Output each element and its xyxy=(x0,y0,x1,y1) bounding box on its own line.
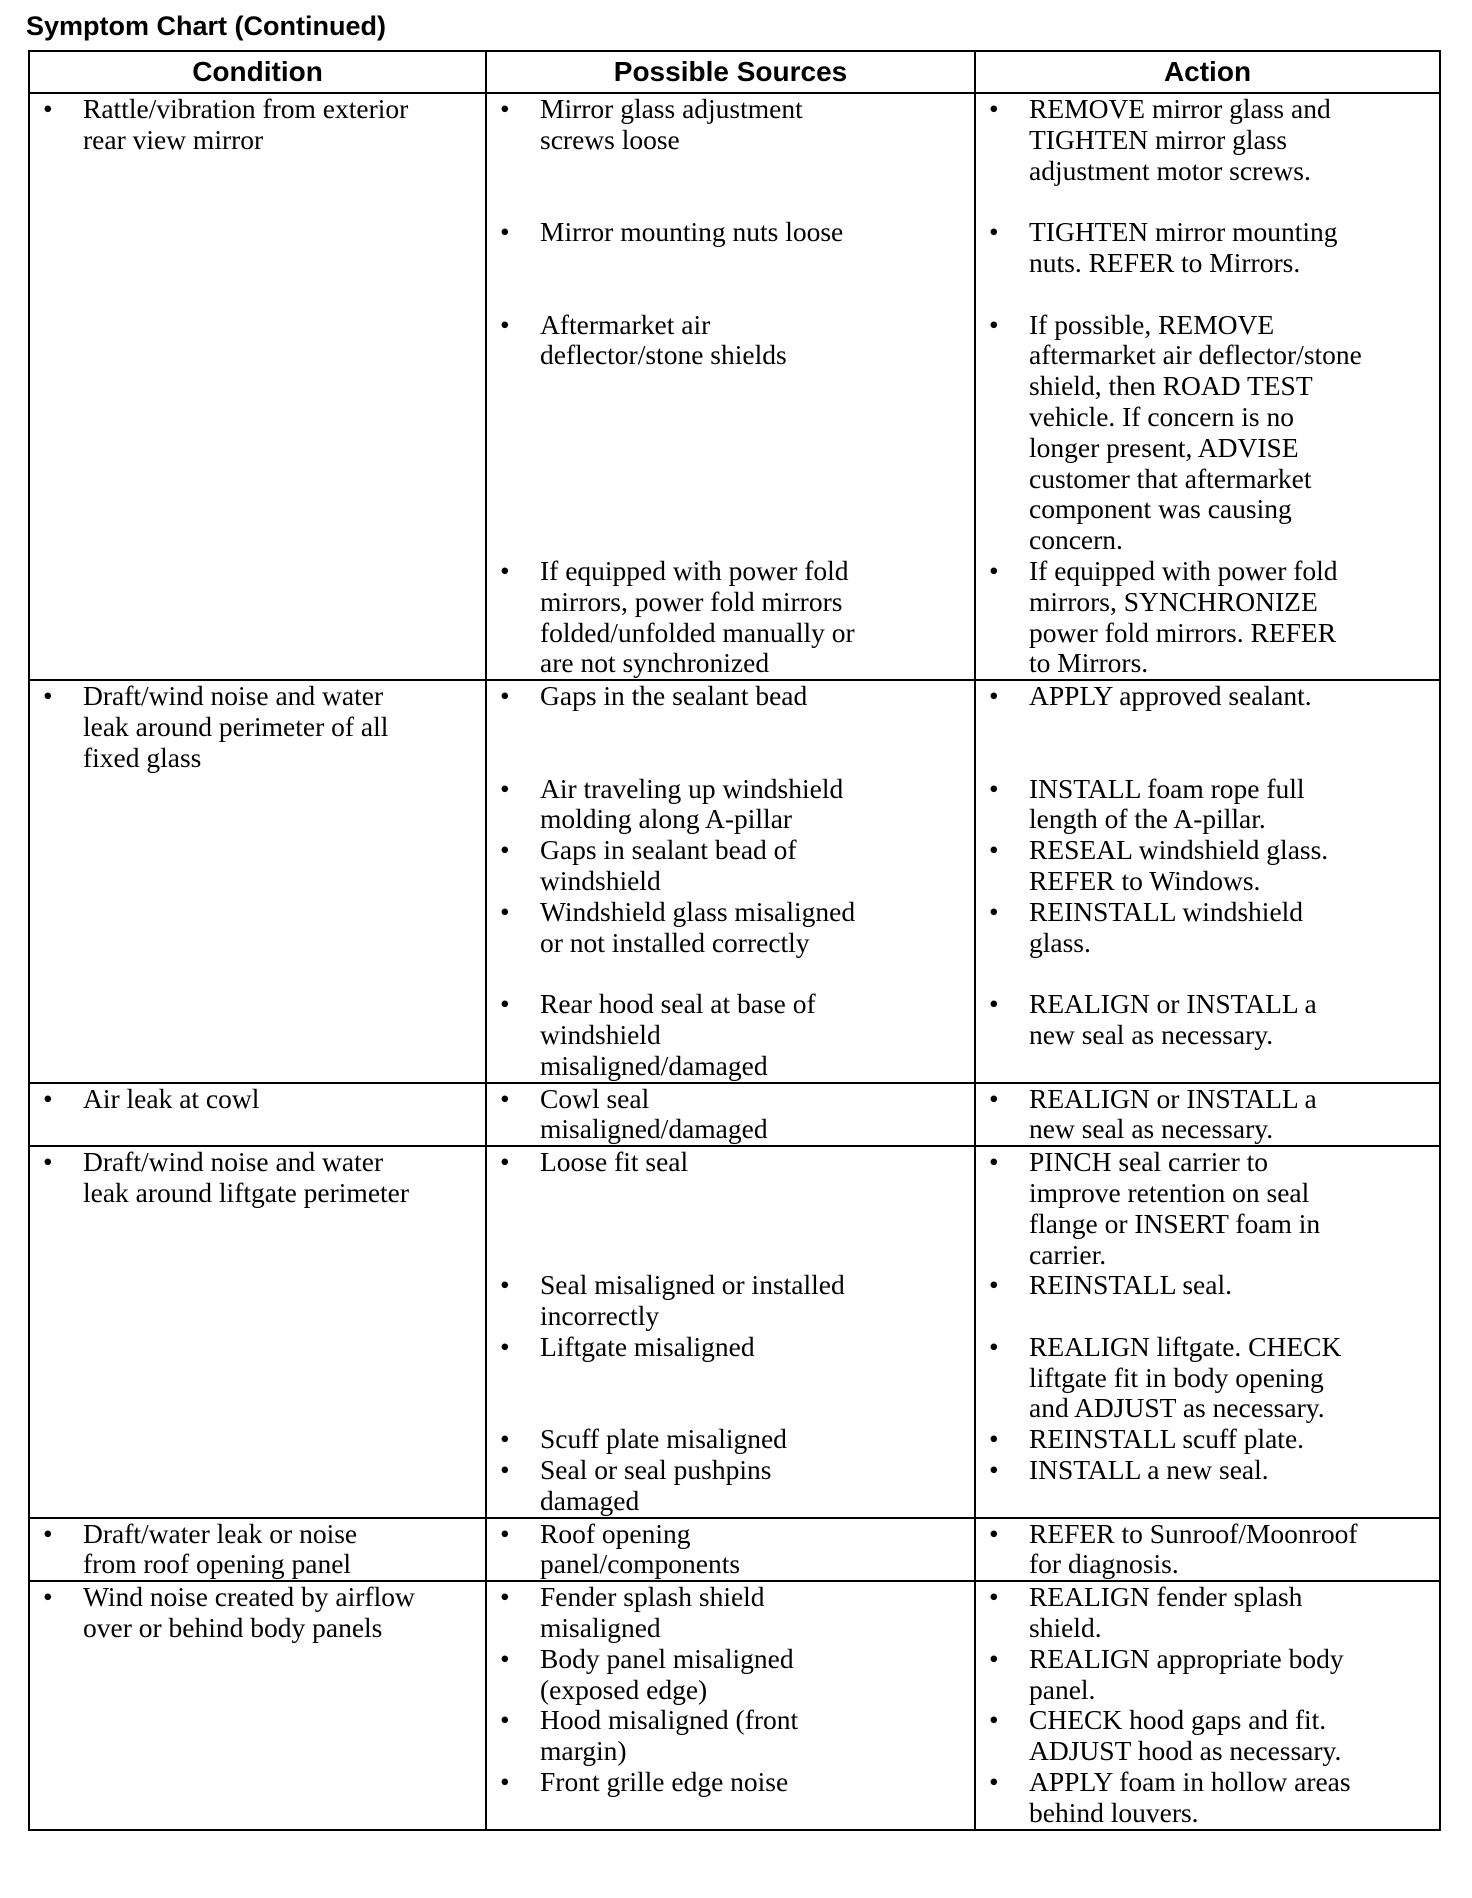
bullet-icon: • xyxy=(43,1082,53,1114)
condition-cell xyxy=(29,1083,486,1147)
bullet-icon: • xyxy=(500,1146,510,1178)
source-entry-text: Aftermarket air deflector/stone shields xyxy=(540,308,787,371)
action-entry-text: INSTALL foam rope full length of the A-pillar. xyxy=(1029,772,1305,835)
source-entry xyxy=(487,556,974,679)
bullet-icon: • xyxy=(500,93,510,124)
bullet-icon: • xyxy=(989,308,999,340)
source-entry xyxy=(487,1582,974,1644)
action-entry-text: If equipped with power fold mirrors, SYNCHRONIZE power fold mirrors. REFER to Mirrors. xyxy=(1029,554,1338,679)
action-cell xyxy=(975,1518,1440,1582)
source-entry xyxy=(487,1455,974,1517)
possible-sources-cell xyxy=(486,680,975,1082)
condition-entry-text: Air leak at cowl xyxy=(83,1082,260,1114)
action-entry-text: TIGHTEN mirror mounting nuts. REFER to Mirrors. xyxy=(1029,216,1338,278)
bullet-icon: • xyxy=(989,1766,999,1798)
source-entry-text: Mirror glass adjustment screws loose xyxy=(540,93,803,155)
bullet-icon: • xyxy=(989,1423,999,1455)
source-entry xyxy=(487,1147,974,1270)
action-entry-text: REALIGN liftgate. CHECK liftgate fit in body opening and ADJUST as necessary. xyxy=(1029,1330,1342,1424)
action-entry-text: REALIGN or INSTALL a new seal as necessary. xyxy=(1029,1082,1317,1145)
bullet-icon: • xyxy=(43,1146,53,1178)
source-entry-text: Hood misaligned (front margin) xyxy=(540,1704,799,1767)
page-title: Symptom Chart (Continued) xyxy=(26,11,386,41)
symptom-chart-table xyxy=(28,50,1441,1831)
action-entry-text: If possible, REMOVE aftermarket air deflector/stone shield, then ROAD TEST vehicle. If concern is no longer present, ADVISE customer that aftermarket component was causing concern. xyxy=(1029,308,1362,556)
bullet-icon: • xyxy=(43,1581,53,1613)
source-entry xyxy=(487,1767,974,1829)
action-entry xyxy=(976,835,1439,897)
condition-entry xyxy=(30,1582,485,1644)
action-entry-text: APPLY approved sealant. xyxy=(1029,680,1312,712)
condition-entry xyxy=(30,1147,485,1209)
source-entry xyxy=(487,774,974,836)
condition-entry-text: Wind noise created by airflow over or behind body panels xyxy=(83,1581,415,1644)
condition-cell xyxy=(29,680,486,1082)
source-entry xyxy=(487,1519,974,1581)
condition-cell xyxy=(29,1146,486,1518)
condition-cell xyxy=(29,1581,486,1829)
bullet-icon: • xyxy=(500,1082,510,1114)
source-entry-text: Cowl seal misaligned/damaged xyxy=(540,1082,768,1145)
table-row xyxy=(29,1581,1440,1829)
bullet-icon: • xyxy=(989,1082,999,1114)
bullet-icon: • xyxy=(989,1146,999,1178)
action-entry xyxy=(976,1332,1439,1424)
source-entry xyxy=(487,310,974,556)
table-row xyxy=(29,93,1440,680)
source-entry xyxy=(487,217,974,309)
bullet-icon: • xyxy=(43,1517,53,1549)
bullet-icon: • xyxy=(500,1766,510,1798)
source-entry-text: Scuff plate misaligned xyxy=(540,1423,787,1455)
table-row xyxy=(29,1083,1440,1147)
bullet-icon: • xyxy=(500,216,510,248)
action-entry-text: REINSTALL seal. xyxy=(1029,1269,1232,1301)
bullet-icon: • xyxy=(500,1704,510,1736)
bullet-icon: • xyxy=(989,1454,999,1486)
bullet-icon: • xyxy=(989,772,999,804)
bullet-icon: • xyxy=(500,772,510,804)
action-cell xyxy=(975,1581,1440,1829)
action-entry-text: REALIGN fender splash shield. xyxy=(1029,1581,1303,1644)
bullet-icon: • xyxy=(500,1642,510,1674)
header-action: Action xyxy=(975,51,1440,93)
source-entry xyxy=(487,1644,974,1706)
source-entry xyxy=(487,897,974,989)
action-entry xyxy=(976,1455,1439,1517)
table-row xyxy=(29,1146,1440,1518)
source-entry-text: Mirror mounting nuts loose xyxy=(540,216,844,248)
possible-sources-cell xyxy=(486,1083,975,1147)
source-entry xyxy=(487,1424,974,1455)
condition-entry xyxy=(30,681,485,773)
action-entry-text: RESEAL windshield glass. REFER to Windows. xyxy=(1029,834,1329,896)
action-cell xyxy=(975,1146,1440,1518)
bullet-icon: • xyxy=(500,1269,510,1301)
source-entry-text: Front grille edge noise xyxy=(540,1766,789,1798)
bullet-icon: • xyxy=(989,1517,999,1549)
action-cell xyxy=(975,1083,1440,1147)
possible-sources-cell xyxy=(486,1146,975,1518)
bullet-icon: • xyxy=(989,834,999,866)
action-entry-text: REALIGN appropriate body panel. xyxy=(1029,1642,1344,1705)
condition-entry xyxy=(30,94,485,156)
source-entry xyxy=(487,835,974,897)
action-entry xyxy=(976,1147,1439,1270)
bullet-icon: • xyxy=(43,93,53,124)
action-cell xyxy=(975,680,1440,1082)
action-entry-text: REALIGN or INSTALL a new seal as necessary. xyxy=(1029,988,1317,1050)
action-entry xyxy=(976,1519,1439,1581)
bullet-icon: • xyxy=(989,1269,999,1301)
bullet-icon: • xyxy=(989,216,999,248)
bullet-icon: • xyxy=(500,988,510,1020)
action-entry-text: REINSTALL windshield glass. xyxy=(1029,895,1304,958)
source-entry-text: Windshield glass misaligned or not installed correctly xyxy=(540,895,856,958)
bullet-icon: • xyxy=(500,1517,510,1549)
action-entry xyxy=(976,94,1439,217)
action-entry xyxy=(976,1644,1439,1706)
action-entry xyxy=(976,310,1439,556)
bullet-icon: • xyxy=(989,93,999,124)
action-entry xyxy=(976,897,1439,989)
action-entry-text: PINCH seal carrier to improve retention on seal flange or INSERT foam in carrier. xyxy=(1029,1146,1321,1270)
action-entry-text: REMOVE mirror glass and TIGHTEN mirror glass adjustment motor screws. xyxy=(1029,93,1331,186)
condition-entry-text: Draft/water leak or noise from roof opening panel xyxy=(83,1517,358,1580)
bullet-icon: • xyxy=(989,988,999,1020)
bullet-icon: • xyxy=(500,834,510,866)
action-entry xyxy=(976,1767,1439,1829)
action-entry xyxy=(976,1705,1439,1767)
source-entry-text: Loose fit seal xyxy=(540,1146,689,1178)
source-entry xyxy=(487,1705,974,1767)
action-entry-text: CHECK hood gaps and fit. ADJUST hood as necessary. xyxy=(1029,1704,1342,1767)
possible-sources-cell xyxy=(486,1581,975,1829)
source-entry xyxy=(487,989,974,1081)
bullet-icon: • xyxy=(500,308,510,340)
bullet-icon: • xyxy=(989,895,999,927)
source-entry xyxy=(487,681,974,773)
source-entry-text: Seal or seal pushpins damaged xyxy=(540,1454,772,1516)
action-entry xyxy=(976,1270,1439,1332)
possible-sources-cell xyxy=(486,93,975,680)
source-entry-text: Roof opening panel/components xyxy=(540,1517,741,1580)
action-entry-text: INSTALL a new seal. xyxy=(1029,1454,1269,1486)
bullet-icon: • xyxy=(500,1330,510,1362)
bullet-icon: • xyxy=(500,1581,510,1613)
action-entry-text: REINSTALL scuff plate. xyxy=(1029,1423,1305,1455)
action-entry xyxy=(976,1084,1439,1146)
source-entry xyxy=(487,94,974,217)
header-possible-sources: Possible Sources xyxy=(486,51,975,93)
bullet-icon: • xyxy=(43,680,53,712)
condition-entry-text: Draft/wind noise and water leak around perimeter of all fixed glass xyxy=(83,680,389,773)
bullet-icon: • xyxy=(500,554,510,586)
bullet-icon: • xyxy=(989,1581,999,1613)
condition-cell xyxy=(29,1518,486,1582)
source-entry xyxy=(487,1084,974,1146)
condition-cell xyxy=(29,93,486,680)
source-entry-text: Rear hood seal at base of windshield misaligned/damaged xyxy=(540,988,816,1081)
source-entry-text: Fender splash shield misaligned xyxy=(540,1581,765,1644)
action-entry xyxy=(976,217,1439,309)
header-row xyxy=(29,51,1440,93)
action-entry xyxy=(976,1424,1439,1455)
bullet-icon: • xyxy=(989,1330,999,1362)
bullet-icon: • xyxy=(989,554,999,586)
source-entry xyxy=(487,1270,974,1332)
bullet-icon: • xyxy=(989,1704,999,1736)
condition-entry xyxy=(30,1084,485,1115)
source-entry-text: Gaps in sealant bead of windshield xyxy=(540,834,797,896)
table-row xyxy=(29,1518,1440,1582)
table-row xyxy=(29,680,1440,1082)
bullet-icon: • xyxy=(500,1423,510,1455)
action-entry xyxy=(976,1582,1439,1644)
action-entry xyxy=(976,774,1439,836)
source-entry-text: Liftgate misaligned xyxy=(540,1330,755,1362)
condition-entry-text: Draft/wind noise and water leak around liftgate perimeter xyxy=(83,1146,410,1208)
source-entry-text: Seal misaligned or installed incorrectly xyxy=(540,1269,845,1332)
source-entry xyxy=(487,1332,974,1424)
source-entry-text: If equipped with power fold mirrors, power fold mirrors folded/unfolded manually or are not synchronized xyxy=(540,554,855,679)
action-entry xyxy=(976,681,1439,773)
action-entry-text: REFER to Sunroof/Moonroof for diagnosis. xyxy=(1029,1517,1358,1580)
action-entry xyxy=(976,556,1439,679)
header-condition: Condition xyxy=(29,51,486,93)
bullet-icon: • xyxy=(500,1454,510,1486)
action-cell xyxy=(975,93,1440,680)
bullet-icon: • xyxy=(989,680,999,712)
bullet-icon: • xyxy=(989,1642,999,1674)
source-entry-text: Gaps in the sealant bead xyxy=(540,680,808,712)
condition-entry-text: Rattle/vibration from exterior rear view mirror xyxy=(83,93,409,155)
bullet-icon: • xyxy=(500,895,510,927)
source-entry-text: Air traveling up windshield molding along A-pillar xyxy=(540,772,844,835)
bullet-icon: • xyxy=(500,680,510,712)
possible-sources-cell xyxy=(486,1518,975,1582)
action-entry xyxy=(976,989,1439,1081)
source-entry-text: Body panel misaligned (exposed edge) xyxy=(540,1642,794,1705)
condition-entry xyxy=(30,1519,485,1581)
action-entry-text: APPLY foam in hollow areas behind louvers. xyxy=(1029,1766,1351,1828)
